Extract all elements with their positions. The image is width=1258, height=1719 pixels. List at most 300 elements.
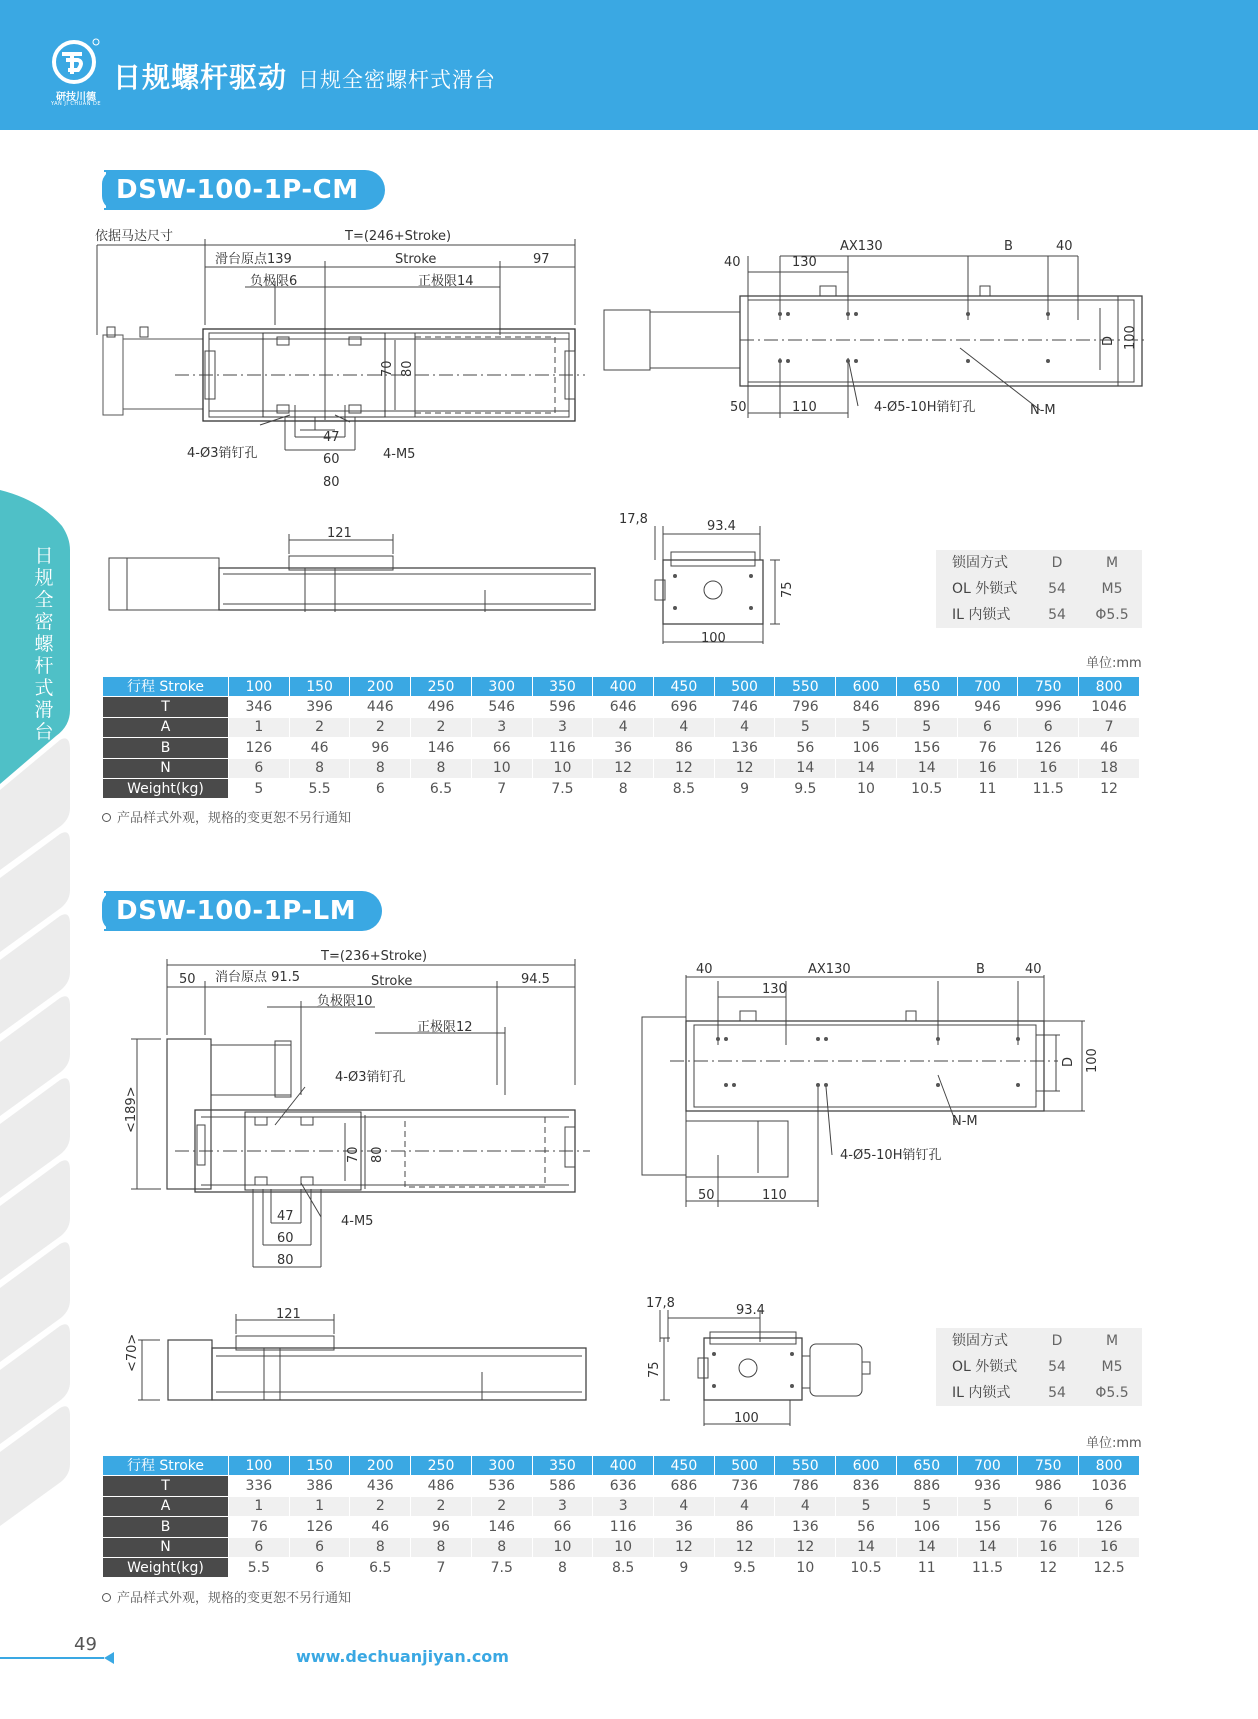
label-nm-2: N-M — [952, 1114, 978, 1129]
table-cell: 6 — [957, 717, 1018, 737]
table-cell: 126 — [229, 738, 290, 758]
label-80-vert-2: 80 — [370, 1146, 385, 1163]
label-47: 47 — [323, 430, 340, 445]
label-b: B — [1004, 239, 1013, 254]
table-cell: 116 — [532, 738, 593, 758]
table-cell: 400 — [593, 677, 654, 697]
drawing-2-side-view — [640, 955, 1140, 1215]
table-cell: 1 — [229, 717, 290, 737]
label-80: 80 — [323, 475, 340, 490]
table-row — [103, 778, 1140, 798]
table-cell: 6 — [229, 758, 290, 778]
label-189: <189> — [124, 1086, 139, 1133]
spec-cell: 54 — [1048, 1385, 1066, 1401]
label-neg-limit: 负极限6 — [250, 274, 298, 289]
drawing-2-top-view — [125, 945, 595, 1275]
table-cell: 126 — [289, 1517, 350, 1537]
spec-header — [936, 550, 1142, 576]
spec-cell: IL 内锁式 — [952, 607, 1011, 623]
label-pos-limit-2: 正极限12 — [417, 1020, 473, 1035]
spec-h2: D — [1051, 555, 1063, 571]
table-cell: 800 — [1079, 1456, 1140, 1476]
table-cell: 600 — [836, 677, 897, 697]
table-cell: 736 — [714, 1476, 775, 1496]
sidebar-label: 日规全密螺杆式滑台 — [34, 545, 54, 743]
label-75-2: 75 — [647, 1361, 662, 1378]
label-93-4: 93.4 — [707, 519, 736, 534]
model-title-2: DSW-100-1P-LM — [106, 891, 382, 931]
label-110-2: 110 — [762, 1188, 787, 1203]
label-100-vert-2: 100 — [1085, 1048, 1100, 1073]
table-cell: 12 — [654, 758, 715, 778]
table-cell: 12 — [654, 1537, 715, 1557]
label-17-8: 17,8 — [619, 512, 648, 527]
table-cell: 750 — [1018, 677, 1079, 697]
table-cell: 4 — [593, 717, 654, 737]
table-cell: 2 — [411, 1496, 472, 1516]
table-cell: 800 — [1079, 677, 1140, 697]
table-cell: 76 — [1018, 1517, 1079, 1537]
table-cell: 446 — [350, 697, 411, 717]
table-cell: 12 — [714, 1537, 775, 1557]
table-cell: 126 — [1018, 738, 1079, 758]
header-banner — [0, 0, 1258, 130]
table-cell: 8.5 — [593, 1557, 654, 1577]
table-cell: 6 — [350, 778, 411, 798]
table-cell: 436 — [350, 1476, 411, 1496]
table-cell: 750 — [1018, 1456, 1079, 1476]
label-total-length-2: T=(236+Stroke) — [321, 949, 428, 964]
table-cell: 156 — [957, 1517, 1018, 1537]
label-50: 50 — [179, 972, 196, 987]
table-cell: 4 — [714, 717, 775, 737]
table-cell: 2 — [350, 717, 411, 737]
label-m5-2: 4-M5 — [341, 1214, 374, 1229]
table-cell: 150 — [289, 677, 350, 697]
spec-row-il — [936, 602, 1142, 628]
table-cell: 16 — [1018, 758, 1079, 778]
table-cell: 6 — [1018, 717, 1079, 737]
label-40-left: 40 — [724, 255, 741, 270]
table-cell: 6.5 — [411, 778, 472, 798]
table-cell: 5 — [229, 778, 290, 798]
label-100-vert: 100 — [1123, 325, 1138, 350]
table-cell: 8 — [350, 1537, 411, 1557]
table-cell: 6 — [1079, 1496, 1140, 1516]
label-60: 60 — [323, 452, 340, 467]
stroke-table-2 — [102, 1455, 1140, 1578]
spec-cell: IL 内锁式 — [952, 1385, 1011, 1401]
lock-spec-table-1 — [936, 550, 1142, 628]
label-pin-5: 4-Ø5-10H销钉孔 — [874, 400, 976, 415]
label-40-left-2: 40 — [696, 962, 713, 977]
label-121: 121 — [327, 526, 352, 541]
row-label: A — [103, 1496, 229, 1516]
table-cell: 14 — [896, 758, 957, 778]
label-50: 50 — [730, 400, 747, 415]
table-cell: 836 — [836, 1476, 897, 1496]
table-cell: 586 — [532, 1476, 593, 1496]
row-label: N — [103, 1537, 229, 1557]
table-cell: 12 — [714, 758, 775, 778]
table-cell: 7 — [1079, 717, 1140, 737]
table-cell: 650 — [896, 677, 957, 697]
table-cell: 10.5 — [836, 1557, 897, 1577]
table-cell: 796 — [775, 697, 836, 717]
table-cell: 56 — [836, 1517, 897, 1537]
table-cell: 986 — [1018, 1476, 1079, 1496]
table-cell: 500 — [714, 677, 775, 697]
table-cell: 136 — [714, 738, 775, 758]
drawing-2-end-view — [640, 1296, 880, 1436]
drawing-2-front-view — [125, 1300, 590, 1410]
table-cell: 550 — [775, 1456, 836, 1476]
table-cell: 4 — [654, 1496, 715, 1516]
table-cell: 10 — [775, 1557, 836, 1577]
logo-subtext: YAN JI CHUAN DE — [50, 101, 102, 107]
table-cell: 9.5 — [775, 778, 836, 798]
table-cell: 86 — [714, 1517, 775, 1537]
table-row — [103, 1557, 1140, 1577]
table-row — [103, 717, 1140, 737]
table-cell: 2 — [411, 717, 472, 737]
label-75: 75 — [780, 581, 795, 598]
row-label: T — [103, 697, 229, 717]
table-cell: 14 — [775, 758, 836, 778]
table-cell: 250 — [411, 1456, 472, 1476]
table-cell: 5 — [957, 1496, 1018, 1516]
table-cell: 8 — [411, 758, 472, 778]
label-end-94-5: 94.5 — [521, 972, 550, 987]
label-80-2: 80 — [277, 1253, 294, 1268]
table-cell: 2 — [471, 1496, 532, 1516]
row-label: B — [103, 738, 229, 758]
spec-cell: 54 — [1048, 581, 1066, 597]
label-100: 100 — [701, 631, 726, 646]
table-cell: 1 — [289, 1496, 350, 1516]
website-link[interactable]: www.dechuanjiyan.com — [296, 1647, 509, 1666]
label-70-side: <70> — [125, 1333, 140, 1372]
drawing-1-end-view — [615, 512, 800, 652]
table-cell: 2 — [289, 717, 350, 737]
table-cell: 14 — [836, 758, 897, 778]
table-cell: 100 — [229, 677, 290, 697]
table-cell: 10 — [471, 758, 532, 778]
label-origin: 滑台原点139 — [215, 252, 292, 267]
label-130-2: 130 — [762, 982, 787, 997]
table-cell: 46 — [289, 738, 350, 758]
unit-label-2: 单位:mm — [1086, 1436, 1142, 1451]
page-number: 49 — [74, 1634, 97, 1655]
label-40-right: 40 — [1056, 239, 1073, 254]
table-cell: 136 — [775, 1517, 836, 1537]
table-cell: 1046 — [1079, 697, 1140, 717]
table-cell: 66 — [471, 738, 532, 758]
table-cell: 96 — [350, 738, 411, 758]
label-17-8-2: 17,8 — [646, 1296, 675, 1311]
label-pin-hole: 4-Ø3销钉孔 — [187, 446, 258, 461]
drawing-1-front-view — [105, 518, 595, 628]
table-cell: 36 — [654, 1517, 715, 1537]
table-cell: 146 — [411, 738, 472, 758]
table-row — [103, 738, 1140, 758]
table-cell: 396 — [289, 697, 350, 717]
label-80-vert: 80 — [400, 360, 415, 377]
table-cell: 200 — [350, 677, 411, 697]
table-cell: 116 — [593, 1517, 654, 1537]
table-cell: 996 — [1018, 697, 1079, 717]
spec-h1: 锁固方式 — [952, 555, 1008, 571]
table-cell: 8 — [411, 1537, 472, 1557]
table-cell: 546 — [471, 697, 532, 717]
table-cell: 1 — [229, 1496, 290, 1516]
label-stroke: Stroke — [395, 252, 437, 267]
label-nm: N-M — [1030, 403, 1056, 418]
label-neg-limit-2: 负极限10 — [317, 994, 373, 1009]
table-cell: 16 — [1018, 1537, 1079, 1557]
label-110: 110 — [792, 400, 817, 415]
table-cell: 5.5 — [229, 1557, 290, 1577]
table-row — [103, 758, 1140, 778]
table-cell: 700 — [957, 677, 1018, 697]
table-cell: 346 — [229, 697, 290, 717]
table-cell: 3 — [532, 717, 593, 737]
spec-cell: 54 — [1048, 607, 1066, 623]
table-cell: 14 — [896, 1537, 957, 1557]
table-cell: 646 — [593, 697, 654, 717]
spec-cell: M5 — [1101, 1359, 1123, 1375]
table-row — [103, 1537, 1140, 1557]
table-cell: 896 — [896, 697, 957, 717]
table-cell: 11.5 — [957, 1557, 1018, 1577]
table-cell: 200 — [350, 1456, 411, 1476]
table-cell: 10 — [593, 1537, 654, 1557]
table-cell: 550 — [775, 677, 836, 697]
table-cell: 8 — [532, 1557, 593, 1577]
table-cell: 10.5 — [896, 778, 957, 798]
table-cell: 250 — [411, 677, 472, 697]
table-cell: 3 — [471, 717, 532, 737]
table-cell: 6 — [229, 1537, 290, 1557]
table-cell: 636 — [593, 1476, 654, 1496]
notice-2: 产品样式外观，规格的变更恕不另行通知 — [102, 1587, 351, 1606]
spec-cell: OL 外锁式 — [952, 581, 1018, 597]
table-cell: 18 — [1079, 758, 1140, 778]
unit-label-1: 单位:mm — [1086, 656, 1142, 671]
label-50-2: 50 — [698, 1188, 715, 1203]
table-cell: 450 — [654, 1456, 715, 1476]
row-label: Weight(kg) — [103, 778, 229, 798]
label-d: D — [1101, 335, 1116, 346]
table-cell: 106 — [896, 1517, 957, 1537]
notice-1: 产品样式外观，规格的变更恕不另行通知 — [102, 807, 351, 826]
table-cell: 2 — [350, 1496, 411, 1516]
label-b-2: B — [976, 962, 985, 977]
model-title-1: DSW-100-1P-CM — [106, 170, 385, 210]
spec-h3: M — [1105, 555, 1119, 571]
table-cell: 746 — [714, 697, 775, 717]
table-cell: 350 — [532, 677, 593, 697]
table-cell: 386 — [289, 1476, 350, 1496]
table-cell: 106 — [836, 738, 897, 758]
spec-cell: Φ5.5 — [1095, 1385, 1129, 1401]
table-cell: 8.5 — [654, 778, 715, 798]
footer-arrow-icon — [104, 1652, 114, 1664]
table-cell: 7 — [411, 1557, 472, 1577]
spec-h2: D — [1051, 1333, 1063, 1349]
stroke-table-1 — [102, 676, 1140, 799]
table-row — [103, 1496, 1140, 1516]
table-cell: 496 — [411, 697, 472, 717]
table-cell: 300 — [471, 1456, 532, 1476]
label-m5: 4-M5 — [383, 447, 416, 462]
table-cell: 686 — [654, 1476, 715, 1496]
table-cell: 300 — [471, 677, 532, 697]
row-label: T — [103, 1476, 229, 1496]
table-cell: 100 — [229, 1456, 290, 1476]
label-130: 130 — [792, 255, 817, 270]
table-cell: 886 — [896, 1476, 957, 1496]
table-cell: 36 — [593, 738, 654, 758]
table-cell: 9 — [714, 778, 775, 798]
table-cell: 5 — [896, 1496, 957, 1516]
table-cell: 6 — [289, 1557, 350, 1577]
table-cell: 6 — [289, 1537, 350, 1557]
spec-cell: Φ5.5 — [1095, 607, 1129, 623]
table-row — [103, 697, 1140, 717]
table-cell: 7.5 — [532, 778, 593, 798]
spec-row-ol — [936, 1354, 1142, 1380]
table-cell: 46 — [350, 1517, 411, 1537]
label-100-2: 100 — [734, 1411, 759, 1426]
label-origin-2: 消台原点 91.5 — [215, 970, 301, 985]
table-cell: 596 — [532, 697, 593, 717]
table-cell: 12 — [1079, 778, 1140, 798]
table-cell: 500 — [714, 1456, 775, 1476]
table-row — [103, 1517, 1140, 1537]
table-cell: 6.5 — [350, 1557, 411, 1577]
table-cell: 450 — [654, 677, 715, 697]
logo-text: 研技川德 — [56, 92, 96, 103]
table-cell: 8 — [471, 1537, 532, 1557]
table-cell: 8 — [289, 758, 350, 778]
table-cell: 650 — [896, 1456, 957, 1476]
spec-row-ol — [936, 576, 1142, 602]
lock-spec-table-2 — [936, 1328, 1142, 1406]
table-cell: 400 — [593, 1456, 654, 1476]
table-cell: 696 — [654, 697, 715, 717]
label-40-right-2: 40 — [1025, 962, 1042, 977]
table-cell: 1036 — [1079, 1476, 1140, 1496]
table-cell: 126 — [1079, 1517, 1140, 1537]
spec-h1: 锁固方式 — [952, 1333, 1008, 1349]
label-pin-5-2: 4-Ø5-10H销钉孔 — [840, 1148, 942, 1163]
table-cell: 9 — [654, 1557, 715, 1577]
page-subtitle: 日规全密螺杆式滑台 — [298, 68, 496, 92]
label-pos-limit: 正极限14 — [418, 274, 474, 289]
table-cell: 150 — [289, 1456, 350, 1476]
table-cell: 11.5 — [1018, 778, 1079, 798]
spec-cell: M5 — [1101, 581, 1123, 597]
table-cell: 12 — [593, 758, 654, 778]
table-cell: 946 — [957, 697, 1018, 717]
table-row — [103, 1476, 1140, 1496]
table-cell: 156 — [896, 738, 957, 758]
table-cell: 86 — [654, 738, 715, 758]
page-title: 日规螺杆驱动 — [113, 61, 288, 94]
label-pin-hole-2: 4-Ø3销钉孔 — [335, 1070, 406, 1085]
table-cell: 846 — [836, 697, 897, 717]
table-row — [103, 1456, 1140, 1476]
table-cell: 16 — [1079, 1537, 1140, 1557]
table-cell: 46 — [1079, 738, 1140, 758]
spec-cell: 54 — [1048, 1359, 1066, 1375]
table-cell: 14 — [957, 1537, 1018, 1557]
table-cell: 336 — [229, 1476, 290, 1496]
label-end-97: 97 — [533, 252, 550, 267]
table-cell: 8 — [350, 758, 411, 778]
row-label: A — [103, 717, 229, 737]
table-cell: 56 — [775, 738, 836, 758]
table-cell: 12 — [1018, 1557, 1079, 1577]
spec-header — [936, 1328, 1142, 1354]
table-cell: 66 — [532, 1517, 593, 1537]
label-ax130: AX130 — [840, 239, 883, 254]
row-label: B — [103, 1517, 229, 1537]
table-cell: 146 — [471, 1517, 532, 1537]
row-label: 行程 Stroke — [103, 1456, 229, 1476]
label-60-2: 60 — [277, 1231, 294, 1246]
table-cell: 8 — [593, 778, 654, 798]
table-cell: 5 — [836, 1496, 897, 1516]
label-total-length: T=(246+Stroke) — [345, 229, 452, 244]
table-cell: 700 — [957, 1456, 1018, 1476]
label-stroke-2: Stroke — [371, 974, 413, 989]
table-cell: 786 — [775, 1476, 836, 1496]
table-cell: 350 — [532, 1456, 593, 1476]
label-ax130-2: AX130 — [808, 962, 851, 977]
row-label: N — [103, 758, 229, 778]
table-cell: 3 — [593, 1496, 654, 1516]
row-label: Weight(kg) — [103, 1557, 229, 1577]
table-cell: 486 — [411, 1476, 472, 1496]
footer-line — [0, 1657, 104, 1659]
table-cell: 6 — [1018, 1496, 1079, 1516]
spec-row-il — [936, 1380, 1142, 1406]
label-47-2: 47 — [277, 1209, 294, 1224]
table-cell: 4 — [654, 717, 715, 737]
table-cell: 7 — [471, 778, 532, 798]
table-cell: 11 — [896, 1557, 957, 1577]
label-70: 70 — [380, 360, 395, 377]
table-cell: 16 — [957, 758, 1018, 778]
row-label: 行程 Stroke — [103, 677, 229, 697]
label-70-2: 70 — [346, 1146, 361, 1163]
table-cell: 76 — [957, 738, 1018, 758]
table-cell: 10 — [532, 758, 593, 778]
table-cell: 11 — [957, 778, 1018, 798]
table-cell: 9.5 — [714, 1557, 775, 1577]
table-cell: 76 — [229, 1517, 290, 1537]
table-cell: 5 — [775, 717, 836, 737]
spec-h3: M — [1105, 1333, 1119, 1349]
table-cell: 600 — [836, 1456, 897, 1476]
table-cell: 4 — [775, 1496, 836, 1516]
drawing-1-side-view — [600, 228, 1160, 428]
label-93-4-2: 93.4 — [736, 1303, 765, 1318]
table-row — [103, 677, 1140, 697]
drawing-1-top-view — [95, 225, 605, 490]
